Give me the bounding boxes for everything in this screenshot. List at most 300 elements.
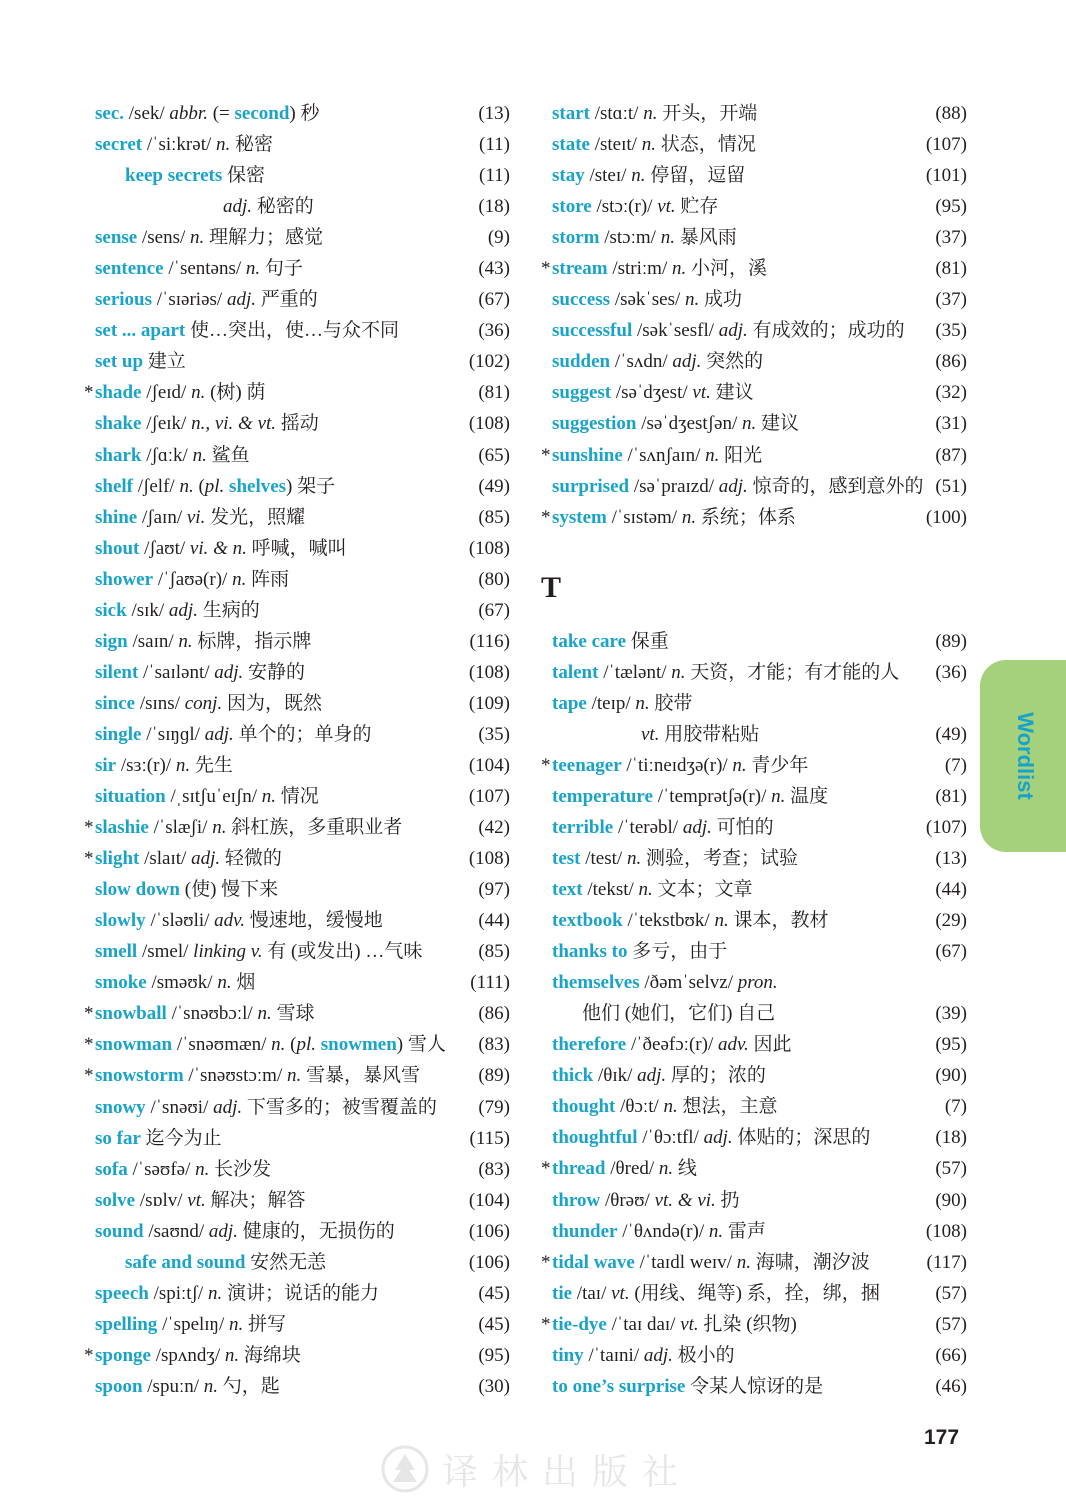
unit-reference: (90) xyxy=(935,1065,967,1087)
definition: 可怕的 xyxy=(711,816,774,838)
unit-reference: (42) xyxy=(478,817,510,839)
new-word-marker: * xyxy=(84,817,94,839)
headword: thanks to xyxy=(552,941,628,963)
definition: 雪暴，暴风雪 xyxy=(301,1065,420,1087)
unit-reference: (65) xyxy=(478,444,510,466)
part-of-speech: adj. xyxy=(718,320,748,342)
pronunciation: /stɔːm/ xyxy=(599,227,661,249)
entry-text xyxy=(95,471,335,502)
related-headword: snowmen xyxy=(316,1034,397,1056)
headword: sudden xyxy=(552,351,611,373)
definition: ( xyxy=(285,1034,297,1056)
entry-text xyxy=(95,750,233,781)
part-of-speech: n. xyxy=(626,847,642,869)
unit-reference: (116) xyxy=(469,630,510,652)
headword: system xyxy=(552,506,607,528)
headword: slight xyxy=(95,848,140,870)
wordlist-entry xyxy=(84,967,510,998)
new-word-marker: * xyxy=(541,754,551,776)
unit-reference: (87) xyxy=(935,444,967,466)
unit-reference: (80) xyxy=(478,568,510,590)
headword: take care xyxy=(552,630,627,652)
pronunciation: /ˈtaɪni/ xyxy=(583,1344,644,1366)
definition: 呼喊，喊叫 xyxy=(246,537,347,559)
definition: 厚的；浓的 xyxy=(666,1065,766,1087)
definition: 温度 xyxy=(785,785,829,807)
headword: suggest xyxy=(552,382,612,404)
pronunciation: /səkˈses/ xyxy=(610,289,685,311)
entry-text xyxy=(552,315,905,346)
definition: 理解力；感觉 xyxy=(204,227,324,249)
part-of-speech: adj. xyxy=(643,1344,673,1366)
entry-text xyxy=(552,1216,766,1247)
definition: 想法，主意 xyxy=(677,1096,778,1118)
wordlist-side-tab[interactable] xyxy=(980,660,1066,852)
unit-reference: (83) xyxy=(478,1158,510,1180)
headword: shower xyxy=(95,568,154,590)
unit-reference: (37) xyxy=(935,227,967,249)
wordlist-entry xyxy=(84,626,510,657)
wordlist-entry xyxy=(84,1278,510,1309)
definition: 海啸，潮汐波 xyxy=(750,1251,870,1273)
headword: test xyxy=(552,847,581,869)
pronunciation: 使…突出，使…与众不同 xyxy=(185,320,399,342)
unit-reference: (81) xyxy=(478,382,510,404)
part-of-speech: vt. & vi. xyxy=(654,1189,716,1211)
pronunciation: 多亏，由于 xyxy=(627,941,728,963)
unit-reference: (36) xyxy=(935,661,967,683)
headword: snowball xyxy=(95,1003,167,1025)
unit-reference: (45) xyxy=(478,1313,510,1335)
pronunciation: 建立 xyxy=(143,351,186,373)
part-of-speech: conj. xyxy=(184,692,223,714)
pronunciation: /saʊnd/ xyxy=(143,1220,209,1242)
headword: snowman xyxy=(95,1034,173,1056)
part-of-speech: n. xyxy=(736,1251,751,1273)
wordlist-entry xyxy=(84,191,510,222)
headword: spelling xyxy=(95,1313,158,1335)
entry-text xyxy=(95,533,347,564)
unit-reference: (57) xyxy=(935,1282,967,1304)
part-of-speech: n. xyxy=(631,165,646,187)
part-of-speech: n. xyxy=(681,506,697,528)
headword: talent xyxy=(552,661,599,683)
entry-text xyxy=(95,222,323,253)
pronunciation: /ˈsentəns/ xyxy=(163,258,246,280)
unit-reference: (36) xyxy=(478,320,510,342)
headword: sunshine xyxy=(552,444,623,466)
part-of-speech: n. xyxy=(228,1313,244,1335)
headword: speech xyxy=(95,1282,149,1304)
entry-text xyxy=(552,688,692,719)
wordlist-entry xyxy=(84,1029,510,1060)
part-of-speech: n. xyxy=(207,1282,223,1304)
headword: tape xyxy=(552,692,587,714)
pronunciation: /spʌndʒ/ xyxy=(150,1344,225,1366)
entry-text xyxy=(552,843,798,874)
pronunciation: /steɪ/ xyxy=(584,165,632,187)
definition: 轻微的 xyxy=(220,848,282,870)
entry-text xyxy=(95,1216,395,1247)
wordlist-entry xyxy=(84,843,510,874)
unit-reference: (95) xyxy=(935,1034,967,1056)
pronunciation: /səkˈsesfl/ xyxy=(632,320,719,342)
pronunciation: /θrəʊ/ xyxy=(600,1189,655,1211)
part-of-speech: n. xyxy=(212,817,227,839)
headword: thread xyxy=(552,1158,606,1180)
headword: suggestion xyxy=(552,413,637,435)
new-word-marker: * xyxy=(541,1251,551,1273)
wordlist-entry xyxy=(84,533,510,564)
new-word-marker: * xyxy=(84,1003,94,1025)
headword: sec. xyxy=(95,103,125,124)
unit-reference: (9) xyxy=(487,227,510,249)
wordlist-entry xyxy=(541,905,967,936)
pronunciation: /steɪt/ xyxy=(589,134,642,156)
wordlist-entry xyxy=(541,222,967,253)
wordlist-entry xyxy=(84,781,510,812)
headword: tiny xyxy=(552,1344,584,1366)
headword: set ... apart xyxy=(95,320,186,342)
wordlist-entry xyxy=(84,905,510,936)
part-of-speech: n. xyxy=(261,786,277,808)
definition: 鲨鱼 xyxy=(206,444,250,466)
unit-reference: (108) xyxy=(925,1220,967,1242)
pronunciation: /θred/ xyxy=(605,1158,659,1180)
part-of-speech: n. xyxy=(663,1096,678,1118)
definition: 扔 xyxy=(715,1189,740,1211)
part-of-speech: adj. xyxy=(214,661,244,683)
unit-reference: (88) xyxy=(935,103,967,124)
entry-text xyxy=(552,471,924,502)
pronunciation: /θɪk/ xyxy=(593,1065,638,1087)
part-of-speech: adj. xyxy=(672,351,702,373)
wordlist-entry xyxy=(541,1371,967,1402)
definition: 演讲；说话的能力 xyxy=(222,1282,379,1304)
wordlist-entry xyxy=(541,781,967,812)
wordlist-entry xyxy=(84,284,510,315)
headword: smell xyxy=(95,941,138,963)
entry-text xyxy=(552,1278,880,1309)
wordlist-entry xyxy=(541,1060,967,1091)
definition: 安静的 xyxy=(243,661,306,683)
wordlist-entry xyxy=(541,967,967,998)
unit-reference: (49) xyxy=(935,723,967,745)
pronunciation: /ˈsnəʊi/ xyxy=(145,1096,214,1118)
headword: shark xyxy=(95,444,142,466)
pronunciation: /ˈtælənt/ xyxy=(598,661,672,683)
definition: 状态，情况 xyxy=(655,134,756,156)
wordlist-entry xyxy=(541,812,967,843)
unit-reference: (67) xyxy=(935,941,967,963)
definition: 慢速地，缓慢地 xyxy=(244,910,383,932)
definition: 斜杠族，多重职业者 xyxy=(226,817,403,839)
part-of-speech: linking v. xyxy=(193,941,263,963)
unit-reference: (67) xyxy=(478,599,510,621)
wordlist-entry xyxy=(541,440,967,471)
wordlist-entry xyxy=(84,874,510,905)
pronunciation: /ʃeɪd/ xyxy=(141,382,192,404)
headword: since xyxy=(95,692,136,714)
headword: serious xyxy=(95,289,152,311)
publisher-name: 译林出版社 xyxy=(442,1452,693,1493)
unit-reference: (46) xyxy=(935,1375,967,1397)
wordlist-entry xyxy=(541,750,967,781)
definition: 下雪多的；被雪覆盖的 xyxy=(242,1096,437,1118)
headword: sir xyxy=(95,754,117,776)
unit-reference: (39) xyxy=(935,1003,967,1025)
unit-reference: (115) xyxy=(469,1127,510,1149)
unit-reference: (111) xyxy=(470,972,510,994)
part-of-speech: vt. xyxy=(680,1313,699,1335)
pronunciation: /ˈslæʃi/ xyxy=(148,817,213,839)
entry-text xyxy=(95,346,186,377)
pronunciation: /ˈʃaʊə(r)/ xyxy=(153,568,233,590)
part-of-speech: n. xyxy=(271,1034,286,1056)
definition: 海绵块 xyxy=(239,1344,301,1366)
definition: (= xyxy=(207,103,235,124)
publisher-watermark xyxy=(380,1442,700,1494)
unit-reference: (90) xyxy=(935,1189,967,1211)
pronunciation: /ʃelf/ xyxy=(133,475,180,497)
pronunciation: /ˈsləʊli/ xyxy=(145,910,215,932)
unit-reference: (86) xyxy=(478,1003,510,1025)
definition: 停留，逗留 xyxy=(645,165,746,187)
headword: successful xyxy=(552,320,633,342)
definition: 秘密 xyxy=(230,134,274,156)
wordlist-entry xyxy=(84,129,510,160)
headword: solve xyxy=(95,1189,136,1211)
headword: terrible xyxy=(552,816,614,838)
unit-reference: (81) xyxy=(935,258,967,280)
definition-cont: ) 秒 xyxy=(289,103,320,124)
entry-text xyxy=(552,502,796,533)
part-of-speech: n. xyxy=(638,879,653,901)
definition: 扎染 (织物) xyxy=(698,1313,797,1335)
entry-text xyxy=(552,440,762,471)
headword: throw xyxy=(552,1189,601,1211)
headword: sentence xyxy=(95,258,164,280)
entry-text xyxy=(552,1029,792,1060)
unit-reference: (35) xyxy=(478,723,510,745)
new-word-marker: * xyxy=(541,444,551,466)
wordlist-entry xyxy=(541,315,967,346)
unit-reference: (18) xyxy=(935,1127,967,1149)
unit-reference: (44) xyxy=(935,879,967,901)
entry-text xyxy=(223,191,314,222)
part-of-speech: n. xyxy=(286,1065,302,1087)
entry-text xyxy=(95,1154,271,1185)
wordlist-entry xyxy=(541,408,967,439)
section-heading xyxy=(541,533,967,626)
entry-text xyxy=(582,998,775,1029)
wordlist-entry xyxy=(541,1309,967,1340)
pronunciation: /ˈtaɪ daɪ/ xyxy=(606,1313,681,1335)
unit-reference: (49) xyxy=(478,475,510,497)
pronunciation: /taɪ/ xyxy=(572,1282,612,1304)
pronunciation: 保密 xyxy=(222,165,266,187)
unit-reference: (101) xyxy=(925,165,967,187)
entry-text xyxy=(552,1247,870,1278)
headword: keep secrets xyxy=(125,165,223,187)
unit-reference: (57) xyxy=(935,1158,967,1180)
headword: situation xyxy=(95,786,166,808)
wordlist-entry xyxy=(541,1340,967,1371)
part-of-speech: n. xyxy=(671,661,686,683)
entry-text xyxy=(552,284,742,315)
wordlist-entry xyxy=(84,657,510,688)
entry-text xyxy=(552,160,745,191)
definition: 测验，考查；试验 xyxy=(641,847,798,869)
headword: slowly xyxy=(95,910,146,932)
entry-text xyxy=(552,1122,870,1153)
definition: 因此 xyxy=(748,1034,792,1056)
new-word-marker: * xyxy=(84,382,94,404)
unit-reference: (106) xyxy=(468,1220,510,1242)
wordlist-entry xyxy=(541,346,967,377)
unit-reference: (104) xyxy=(468,754,510,776)
definition-cont: ) 雪人 xyxy=(396,1034,446,1056)
pronunciation: /ʃɑːk/ xyxy=(141,444,193,466)
new-word-marker: * xyxy=(84,1034,94,1056)
new-word-marker: * xyxy=(84,848,94,870)
unit-reference: (13) xyxy=(935,847,967,869)
part-of-speech: adj. xyxy=(226,289,256,311)
pronunciation: /teɪp/ xyxy=(586,692,636,714)
entry-text xyxy=(95,377,265,408)
entry-text xyxy=(552,626,669,657)
headword: set up xyxy=(95,351,144,373)
unit-reference: (13) xyxy=(478,103,510,124)
unit-reference: (7) xyxy=(944,1096,967,1118)
wordlist-entry xyxy=(541,843,967,874)
wordlist-entry xyxy=(84,750,510,781)
headword: sign xyxy=(95,630,128,652)
headword: temperature xyxy=(552,785,653,807)
unit-reference: (11) xyxy=(479,134,510,156)
pronunciation: /ʃaʊt/ xyxy=(139,537,190,559)
part-of-speech: n. xyxy=(732,754,747,776)
part-of-speech: n. xyxy=(708,1220,724,1242)
wordlist-entry xyxy=(84,98,510,129)
pronunciation: /ˈsnəʊbɔːl/ xyxy=(166,1003,258,1025)
definition: 先生 xyxy=(190,754,233,776)
wordlist-entry xyxy=(84,1060,510,1091)
wordlist-entry xyxy=(541,160,967,191)
entry-text xyxy=(552,936,727,967)
entries-s-continued xyxy=(541,98,967,533)
definition: 暴风雨 xyxy=(674,227,737,249)
headword: surprised xyxy=(552,475,630,497)
pronunciation: 保重 xyxy=(626,630,669,652)
part-of-speech: n. xyxy=(635,692,650,714)
publisher-logo-icon xyxy=(380,1444,430,1494)
definition: 文本；文章 xyxy=(652,879,753,901)
new-word-marker: * xyxy=(541,1158,551,1180)
headword: tidal wave xyxy=(552,1251,635,1273)
headword: storm xyxy=(552,227,600,249)
headword: slashie xyxy=(95,817,149,839)
headword: shake xyxy=(95,413,142,435)
wordlist-entry xyxy=(84,1154,510,1185)
unit-reference: (30) xyxy=(478,1375,510,1397)
entry-text xyxy=(125,160,265,191)
definition: 严重的 xyxy=(255,289,318,311)
definition: 胶带 xyxy=(649,692,693,714)
entry-text xyxy=(95,408,319,439)
entry-text xyxy=(552,1340,735,1371)
pronunciation: /stɑːt/ xyxy=(589,103,644,124)
page-number: 177 xyxy=(924,1426,960,1449)
unit-reference: (97) xyxy=(478,879,510,901)
wordlist-entry xyxy=(541,1247,967,1278)
entry-text xyxy=(95,843,282,874)
unit-reference: (108) xyxy=(468,413,510,435)
part-of-speech: n. xyxy=(658,1158,674,1180)
headword: single xyxy=(95,723,142,745)
unit-reference: (85) xyxy=(478,941,510,963)
headword: thoughtful xyxy=(552,1127,638,1149)
pronunciation: /ˈspelɪŋ/ xyxy=(157,1313,229,1335)
part-of-speech: n. xyxy=(203,1375,219,1397)
entry-text xyxy=(95,936,422,967)
entry-text xyxy=(95,502,305,533)
definition: 勺，匙 xyxy=(218,1375,280,1397)
part-of-speech: n. xyxy=(175,754,191,776)
unit-reference: (29) xyxy=(935,910,967,932)
pronunciation: /ˌsɪtʃuˈeɪʃn/ xyxy=(165,786,262,808)
entry-text xyxy=(95,1340,301,1371)
unit-reference: (102) xyxy=(468,351,510,373)
definition: 情况 xyxy=(276,786,319,808)
headword: text xyxy=(552,879,583,901)
part-of-speech: adj. xyxy=(223,196,253,218)
pronunciation: 他们 (她们，它们) 自己 xyxy=(582,1003,776,1025)
wordlist-entry xyxy=(84,936,510,967)
definition: 有 (或发出) …气味 xyxy=(262,941,423,963)
entry-text xyxy=(95,657,305,688)
definition: 天资，才能；有才能的人 xyxy=(685,661,900,683)
entry-text xyxy=(95,1278,379,1309)
entry-text xyxy=(95,1123,222,1154)
unit-reference: (83) xyxy=(478,1034,510,1056)
entry-text xyxy=(95,781,319,812)
part-of-speech: n. xyxy=(179,475,194,497)
headword: sound xyxy=(95,1220,144,1242)
unit-reference: (86) xyxy=(935,351,967,373)
pronunciation: /ˈsʌdn/ xyxy=(610,351,673,373)
part-of-speech: adj. xyxy=(191,848,221,870)
unit-reference: (107) xyxy=(468,786,510,808)
definition: (用线、绳等) 系，拴，绑，捆 xyxy=(629,1282,880,1304)
unit-reference: (11) xyxy=(479,165,510,187)
pronunciation: /ˈtekstbʊk/ xyxy=(622,910,715,932)
wordlist-entry xyxy=(84,1216,510,1247)
wordlist-entry xyxy=(541,191,967,222)
pronunciation: /stɔː(r)/ xyxy=(591,196,658,218)
part-of-speech: n. xyxy=(192,444,207,466)
new-word-marker: * xyxy=(541,258,551,280)
entry-text xyxy=(552,1371,823,1402)
headword: therefore xyxy=(552,1034,627,1056)
unit-reference: (117) xyxy=(926,1251,967,1273)
pronunciation: /spiːtʃ/ xyxy=(148,1282,208,1304)
unit-reference: (104) xyxy=(468,1189,510,1211)
entry-text xyxy=(552,129,756,160)
unit-reference: (35) xyxy=(935,320,967,342)
part-of-speech: vt. xyxy=(657,196,676,218)
headword: stream xyxy=(552,258,608,280)
